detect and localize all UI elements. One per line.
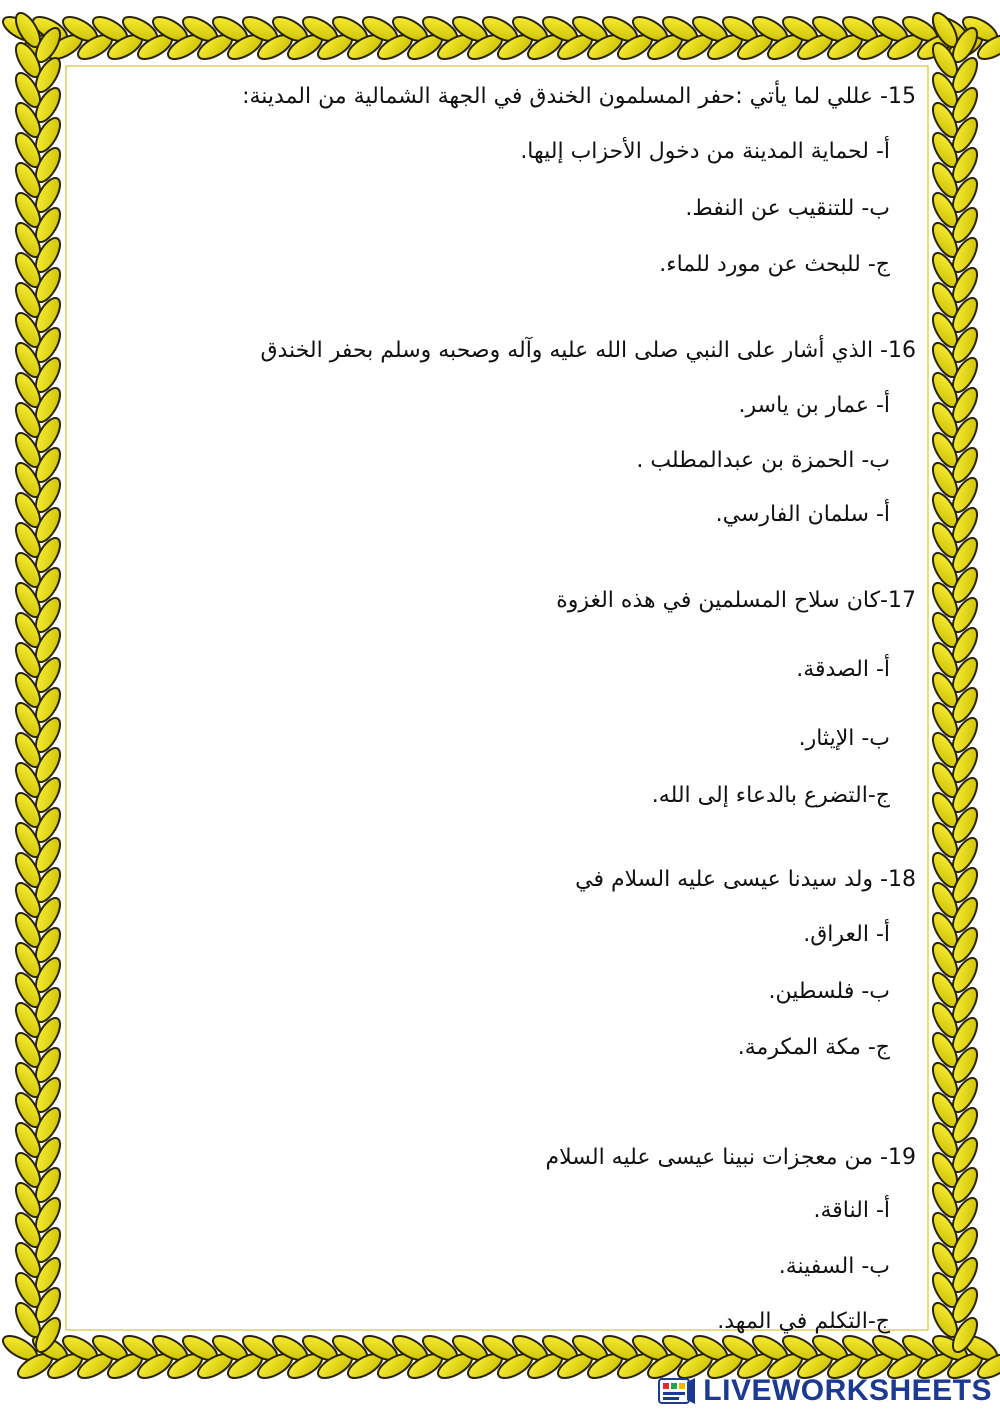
question-17-option-c[interactable]: ج-التضرع بالدعاء إلى الله. <box>651 783 890 808</box>
question-19-option-a[interactable]: أ- الناقة. <box>813 1198 890 1223</box>
question-18-option-b[interactable]: ب- فلسطين. <box>768 979 890 1004</box>
question-15-option-a[interactable]: أ- لحماية المدينة من دخول الأحزاب إليها. <box>520 139 890 164</box>
question-18-option-c[interactable]: ج- مكة المكرمة. <box>737 1035 890 1060</box>
question-17-option-a[interactable]: أ- الصدقة. <box>796 657 890 682</box>
question-19-option-b[interactable]: ب- السفينة. <box>778 1254 890 1279</box>
question-15-option-b[interactable]: ب- للتنقيب عن النفط. <box>685 196 890 221</box>
question-17-option-b[interactable]: ب- الإيثار. <box>798 726 890 751</box>
question-15-option-c[interactable]: ج- للبحث عن مورد للماء. <box>659 252 890 277</box>
question-19-option-c[interactable]: ج-التكلم في المهد. <box>717 1309 890 1334</box>
liveworksheets-footer[interactable] <box>657 1373 992 1409</box>
question-17-prompt: 17-كان سلاح المسلمين في هذه الغزوة <box>556 588 916 613</box>
question-19-prompt: 19- من معجزات نبينا عيسى عليه السلام <box>545 1145 916 1170</box>
question-16-prompt: 16- الذي أشار على النبي صلى الله عليه وآله وصحبه وسلم بحفر الخندق <box>260 338 916 363</box>
question-16-option-b[interactable]: ب- الحمزة بن عبدالمطلب . <box>636 448 890 473</box>
question-18-option-a[interactable]: أ- العراق. <box>803 922 890 947</box>
liveworksheets-logo-icon <box>657 1376 697 1406</box>
question-18-prompt: 18- ولد سيدنا عيسى عليه السلام في <box>575 867 916 892</box>
question-16-option-c[interactable]: أ- سلمان الفارسي. <box>715 502 890 527</box>
question-15-prompt: 15- عللي لما يأتي :حفر المسلمون الخندق في الجهة الشمالية من المدينة: <box>242 84 916 109</box>
question-16-option-a[interactable]: أ- عمار بن ياسر. <box>738 393 890 418</box>
liveworksheets-brand-name: LIVEWORKSHEETS <box>703 1374 992 1407</box>
